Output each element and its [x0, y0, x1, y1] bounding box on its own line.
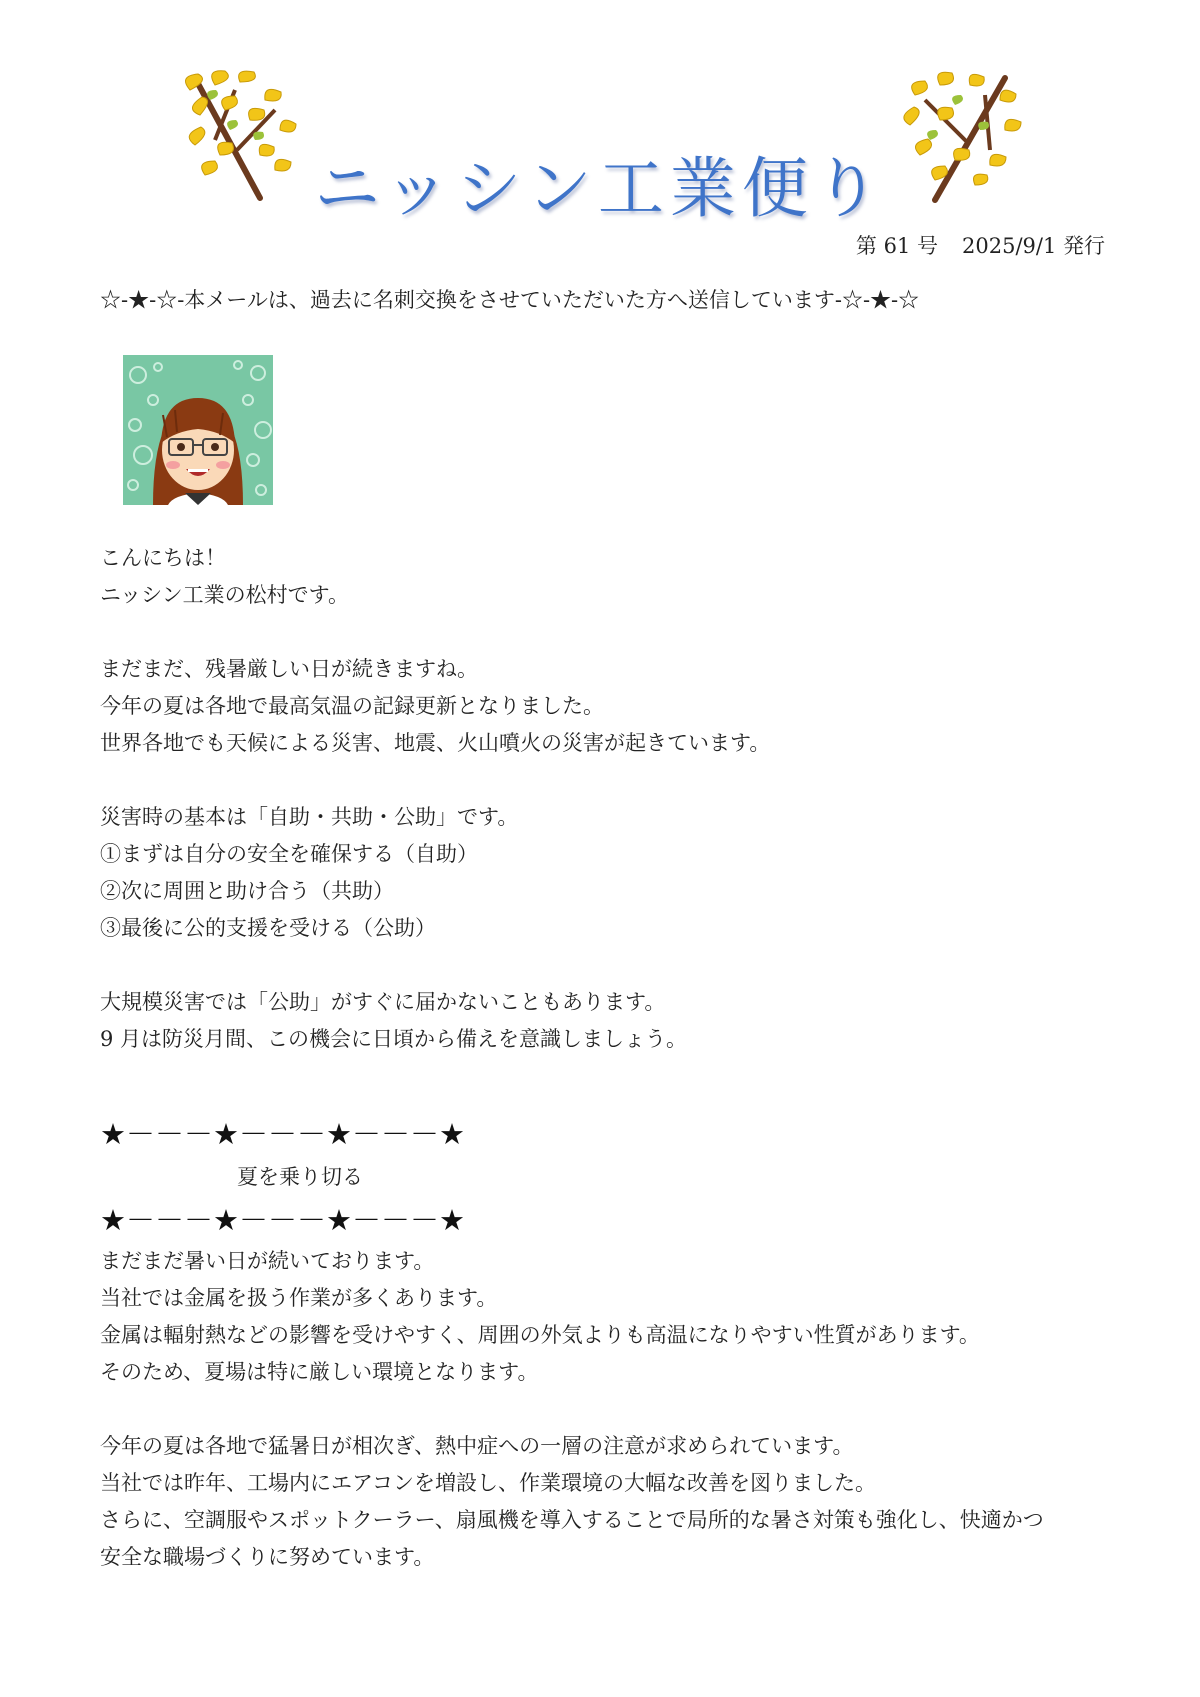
- list-item: ②次に周囲と助け合う（共助）: [100, 879, 394, 903]
- paragraph-line: まだまだ、残暑厳しい日が続きますね。: [100, 657, 478, 681]
- paragraph-line: 今年の夏は各地で最高気温の記録更新となりました。: [100, 694, 604, 718]
- paragraph-line: そのため、夏場は特に厳しい環境となります。: [100, 1360, 539, 1384]
- section-title: 夏を乗り切る: [237, 1165, 363, 1189]
- issue-date: 2025/9/1 発行: [962, 234, 1105, 258]
- paragraph-line: 災害時の基本は「自助・共助・公助」です。: [100, 805, 519, 829]
- paragraph-line: まだまだ暑い日が続いております。: [100, 1249, 435, 1273]
- newsletter-body: [100, 540, 1110, 1576]
- paragraph-line: 金属は輻射熱などの影響を受けやすく、周囲の外気よりも高温になりやすい性質があります。: [100, 1323, 980, 1347]
- paragraph-line: 当社では昨年、工場内にエアコンを増設し、作業環境の大幅な改善を図りました。: [100, 1471, 876, 1495]
- paragraph-line: 当社では金属を扱う作業が多くあります。: [100, 1286, 498, 1310]
- greeting: こんにちは！: [100, 546, 226, 570]
- mail-notice-banner: ☆-★-☆-本メールは、過去に名刺交換をさせていただいた方へ送信しています-☆-★-☆: [100, 288, 920, 312]
- paragraph-line: 大規模災害では「公助」がすぐに届かないこともあります。: [100, 990, 666, 1014]
- paragraph-line: 9 月は防災月間、この機会に日頃から備えを意識しましょう。: [100, 1027, 688, 1051]
- author-avatar: [123, 355, 273, 505]
- self-intro: ニッシン工業の松村です。: [100, 583, 349, 607]
- issue-number: 第 61 号: [855, 234, 938, 258]
- issue-info: [856, 230, 1105, 260]
- newsletter-title: ニッシン工業便り: [314, 150, 886, 227]
- section-divider: ★－－－★－－－★－－－★: [100, 1203, 465, 1237]
- paragraph-line: 世界各地でも天候による災害、地震、火山噴火の災害が起きています。: [100, 731, 771, 755]
- list-item: ①まずは自分の安全を確保する（自助）: [100, 842, 478, 866]
- paragraph-line: 安全な職場づくりに努めています。: [100, 1545, 435, 1569]
- paragraph-line: 今年の夏は各地で猛暑日が相次ぎ、熱中症への一層の注意が求められています。: [100, 1434, 854, 1458]
- section-divider: ★－－－★－－－★－－－★: [100, 1117, 465, 1151]
- list-item: ③最後に公的支援を受ける（公助）: [100, 916, 436, 940]
- paragraph-line: さらに、空調服やスポットクーラー、扇風機を導入することで局所的な暑さ対策も強化し、快適かつ: [100, 1508, 1044, 1532]
